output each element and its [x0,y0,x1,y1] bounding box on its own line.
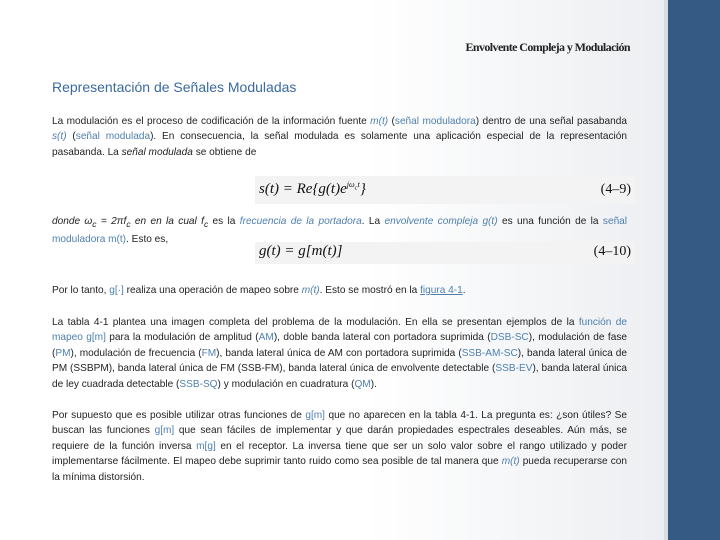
equation-4-10-expression: g(t) = g[m(t)] [259,243,343,259]
paragraph-table-4-1: La tabla 4-1 plantea una imagen completa del problema de la modulación. En ella se presentan ejemplos de la función de mapeo g[m] para la modulación de amplitud (AM), doble banda lateral con portadora suprimida (DSB-SC), modulación de fase (PM), modulación de frecuencia (FM), banda lateral única de AM con portadora suprimida (SSB-AM-SC), banda lateral única de PM (SSBPM), banda lateral única de FM (SSB-FM), banda lateral única de envolvente detectable (SSB-EV), banda lateral única de ley cuadrada detectable (SSB-SQ) y modulación en cuadratura (QM). [52,317,627,390]
equation-4-9-number: (4–9) [600,182,631,197]
equation-4-9 [255,176,635,204]
figure-4-1-link[interactable]: figura 4-1 [420,285,463,296]
slide-sidebar [668,0,720,540]
equation-4-10-number: (4–10) [593,244,631,259]
slide-header-title: Envolvente Compleja y Modulación [465,40,630,54]
paragraph-modulation-definition: La modulación es el proceso de codificación de la información fuente m(t) (señal moduladora) dentro de una señal pasabanda s(t) (señal modulada). En consecuencia, la señal modulada es solamente una aplicación especial de la representación pasabanda. La señal modulada se obtiene de [52,116,627,158]
equation-4-9-expression: $s(t) = Re\{g(t)e^{j\omega_ct}\}$ [259,180,366,197]
paragraph-mapping: Por lo tanto, g[·] realiza una operación de mapeo sobre m(t). Esto se mostró en la figura 4-1. [52,285,466,296]
section-title: Representación de Señales Moduladas [52,79,297,95]
paragraph-other-functions: Por supuesto que es posible utilizar otras funciones de g[m] que no aparecen en la tabla 4-1. La pregunta es: ¿son útiles? Se buscan las funciones g[m] que sean fáciles de implementar y que darán propiedades espectrales deseables. Aún más, se requiere de la función inversa m[g] en el receptor. La inversa tiene que ser un solo valor sobre el rango utilizado y poder implementarse fácilmente. El mapeo debe suprimir tanto ruido como sea posible de tal manera que m(t) pueda recuperarse con la mínima distorsión. [52,410,628,483]
paragraph-carrier-definition: donde $\omega_c = 2\pi f_c$ en en la cual $f_c$ es la frecuencia de la portadora. La envolvente compleja g(t) es una función de la señal moduladora m(t). Esto es, [52,216,628,246]
equation-4-10 [255,242,635,264]
